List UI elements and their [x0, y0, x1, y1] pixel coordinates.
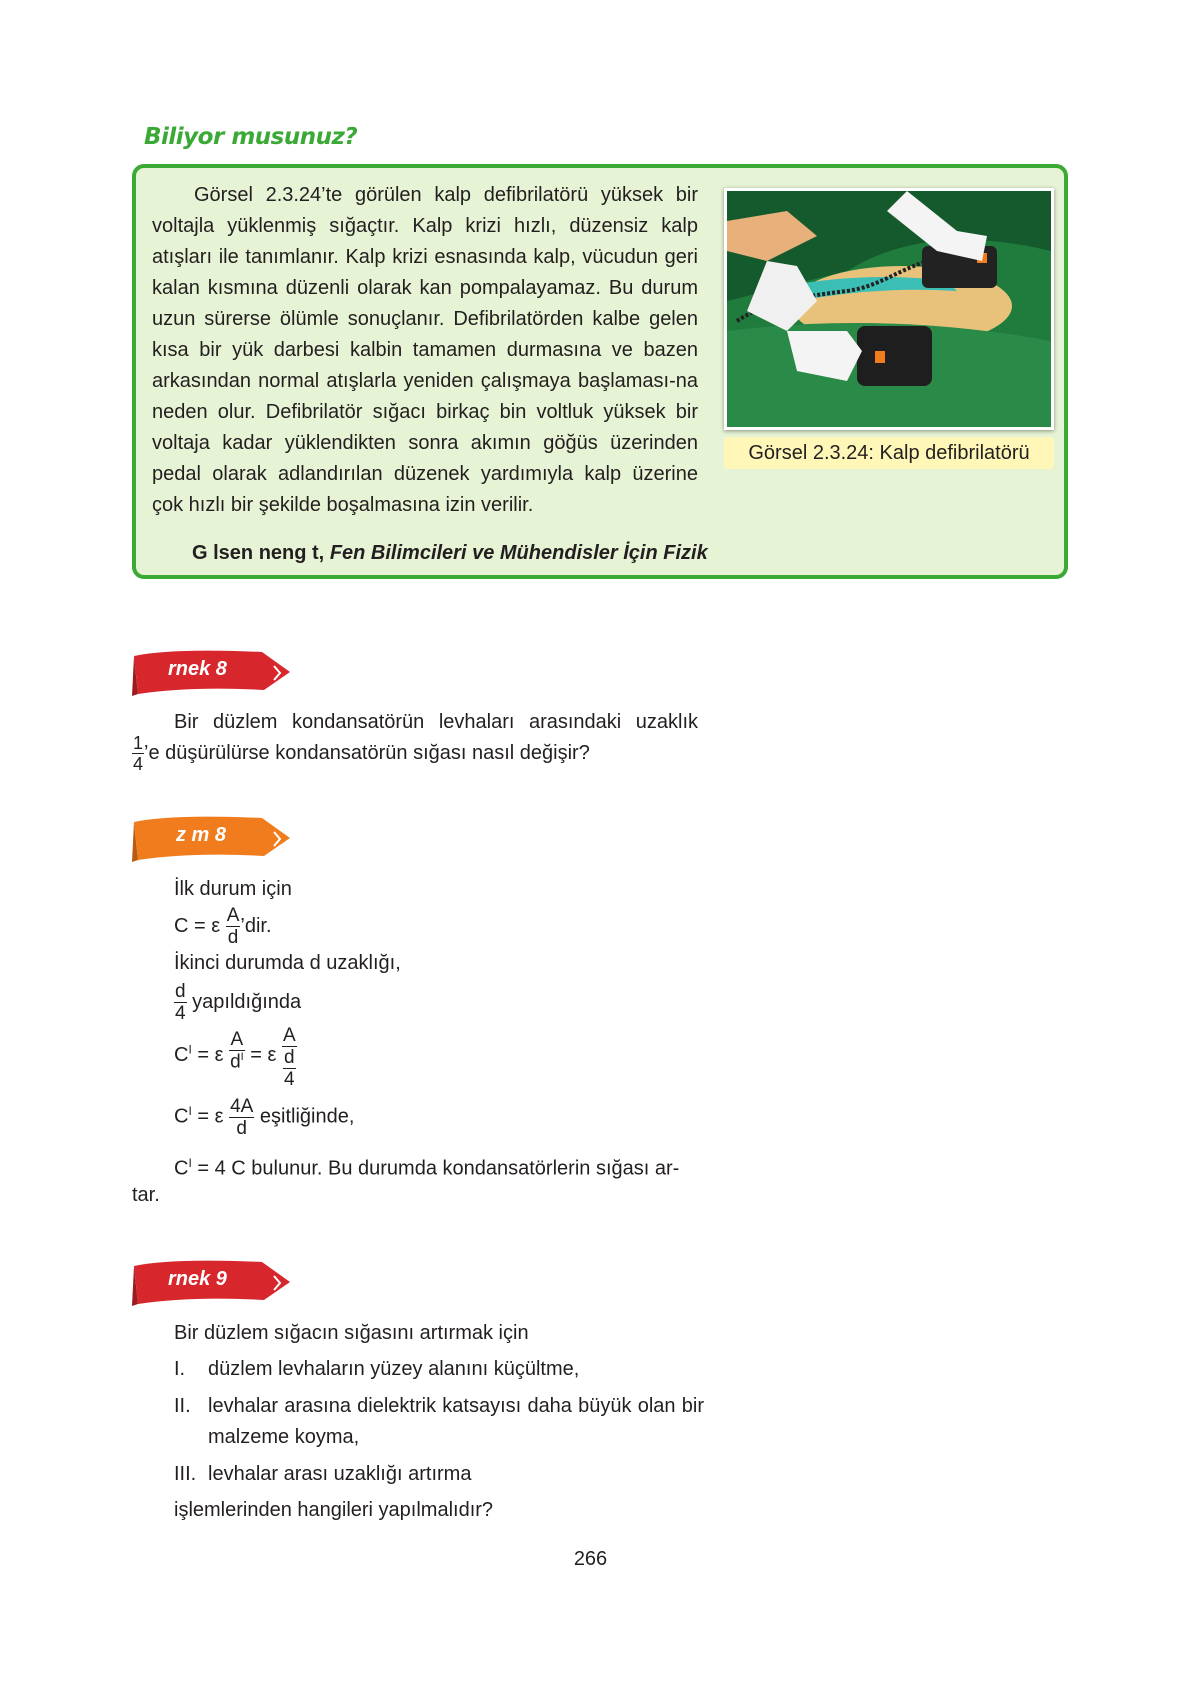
- fraction-a-over-d: $\frac{A}{d}$: [226, 905, 240, 948]
- solution-line-6: $C^I = \varepsilon$ $\frac{4A}{d}$ eşitliğinde,: [174, 1095, 355, 1139]
- example-8-line-1: Bir düzlem kondansatörün levhaları arasındaki uzaklık: [174, 711, 698, 733]
- example-9-intro: Bir düzlem sığacın sığasını artırmak için: [174, 1322, 529, 1344]
- source-author: G lsen neng t,: [192, 542, 325, 564]
- fraction-one-quarter: $\frac{1}{4}$: [133, 733, 144, 774]
- fraction-a-over-dprime: $\frac{A}{d^I}$: [230, 1028, 244, 1072]
- solution-line-8: tar.: [132, 1184, 160, 1206]
- fraction-a-over-d-over-4: A d 4: [283, 1025, 296, 1090]
- solution-line-2: C = ε $\frac{A}{d}$ ’dir.: [174, 905, 272, 948]
- source-book: Fen Bilimcileri ve Mühendisler İçin Fizik: [329, 542, 708, 564]
- example-8-label: rnek 8: [168, 658, 227, 680]
- section-title: Biliyor musunuz?: [144, 124, 358, 150]
- list-item-2: II. levhalar arasına dielektrik katsayısı daha büyük olan bir malzeme koyma,: [174, 1395, 704, 1448]
- example-9-ribbon: [132, 1258, 292, 1308]
- solution-line-4: $\frac{d}{4}$ yapıldığında: [175, 981, 302, 1024]
- list-item-3: III. levhalar arası uzaklığı artırma: [174, 1463, 472, 1485]
- solution-8-ribbon: [132, 814, 292, 864]
- solution-line-1: İlk durum için: [174, 878, 292, 900]
- defibrillator-illustration: [727, 191, 1051, 427]
- solution-line-7: $C^I = 4$ C bulunur. Bu durumda kondansatörlerin sığası ar-: [174, 1156, 680, 1180]
- source-citation: [192, 542, 708, 565]
- example-8-line-2: $\frac{1}{4}$ ’e düşürülürse kondansatörün sığası nasıl değişir?: [133, 733, 590, 774]
- solution-line-5: $C^I = \varepsilon$ $\frac{A}{d^I}$ = ε A d 4: [174, 1025, 296, 1090]
- defibrillator-photo: [724, 188, 1054, 430]
- solution-8-label: z m 8: [176, 824, 227, 846]
- example-9-label: rnek 9: [168, 1268, 227, 1290]
- info-paragraph: Görsel 2.3.24’te görülen kalp defibrilatörü yüksek bir voltajla yüklenmiş sığaçtır. Kalp krizi hızlı, düzensiz kalp atışları ile tanımlanır. Kalp krizi esnasında kalp, vücudun geri kalan kısmına düzenli olarak kan pompalayamaz. Bu durum uzun sürerse ölümle sonuçlanır. Defibrilatörden kalbe gelen kısa bir yük darbesi kalbin tamamen durmasına ve bazen arkasından normal atışlarla yeniden çalışmaya başlaması-na neden olur. Defibrilatör sığacı birkaç bin voltluk yüksek bir voltaja kadar yüklendikten sonra akımın göğüs üzerinden pedal olarak adlandırılan düzenek yardımıyla kalp üzerine çok hızlı bir şekilde boşalmasına izin verilir.: [152, 184, 698, 516]
- page-number: 266: [573, 1548, 608, 1570]
- list-item-1: I. düzlem levhaların yüzey alanını küçültme,: [174, 1358, 580, 1380]
- solution-line-3: İkinci durumda d uzaklığı,: [174, 952, 401, 974]
- photo-caption: Görsel 2.3.24: Kalp defibrilatörü: [724, 437, 1054, 469]
- example-9-question: işlemlerinden hangileri yapılmalıdır?: [174, 1499, 494, 1521]
- fraction-4a-over-d: $\frac{4A}{d}$: [230, 1095, 254, 1139]
- fraction-d-over-4: $\frac{d}{4}$: [175, 981, 186, 1024]
- example-8-ribbon: [132, 648, 292, 698]
